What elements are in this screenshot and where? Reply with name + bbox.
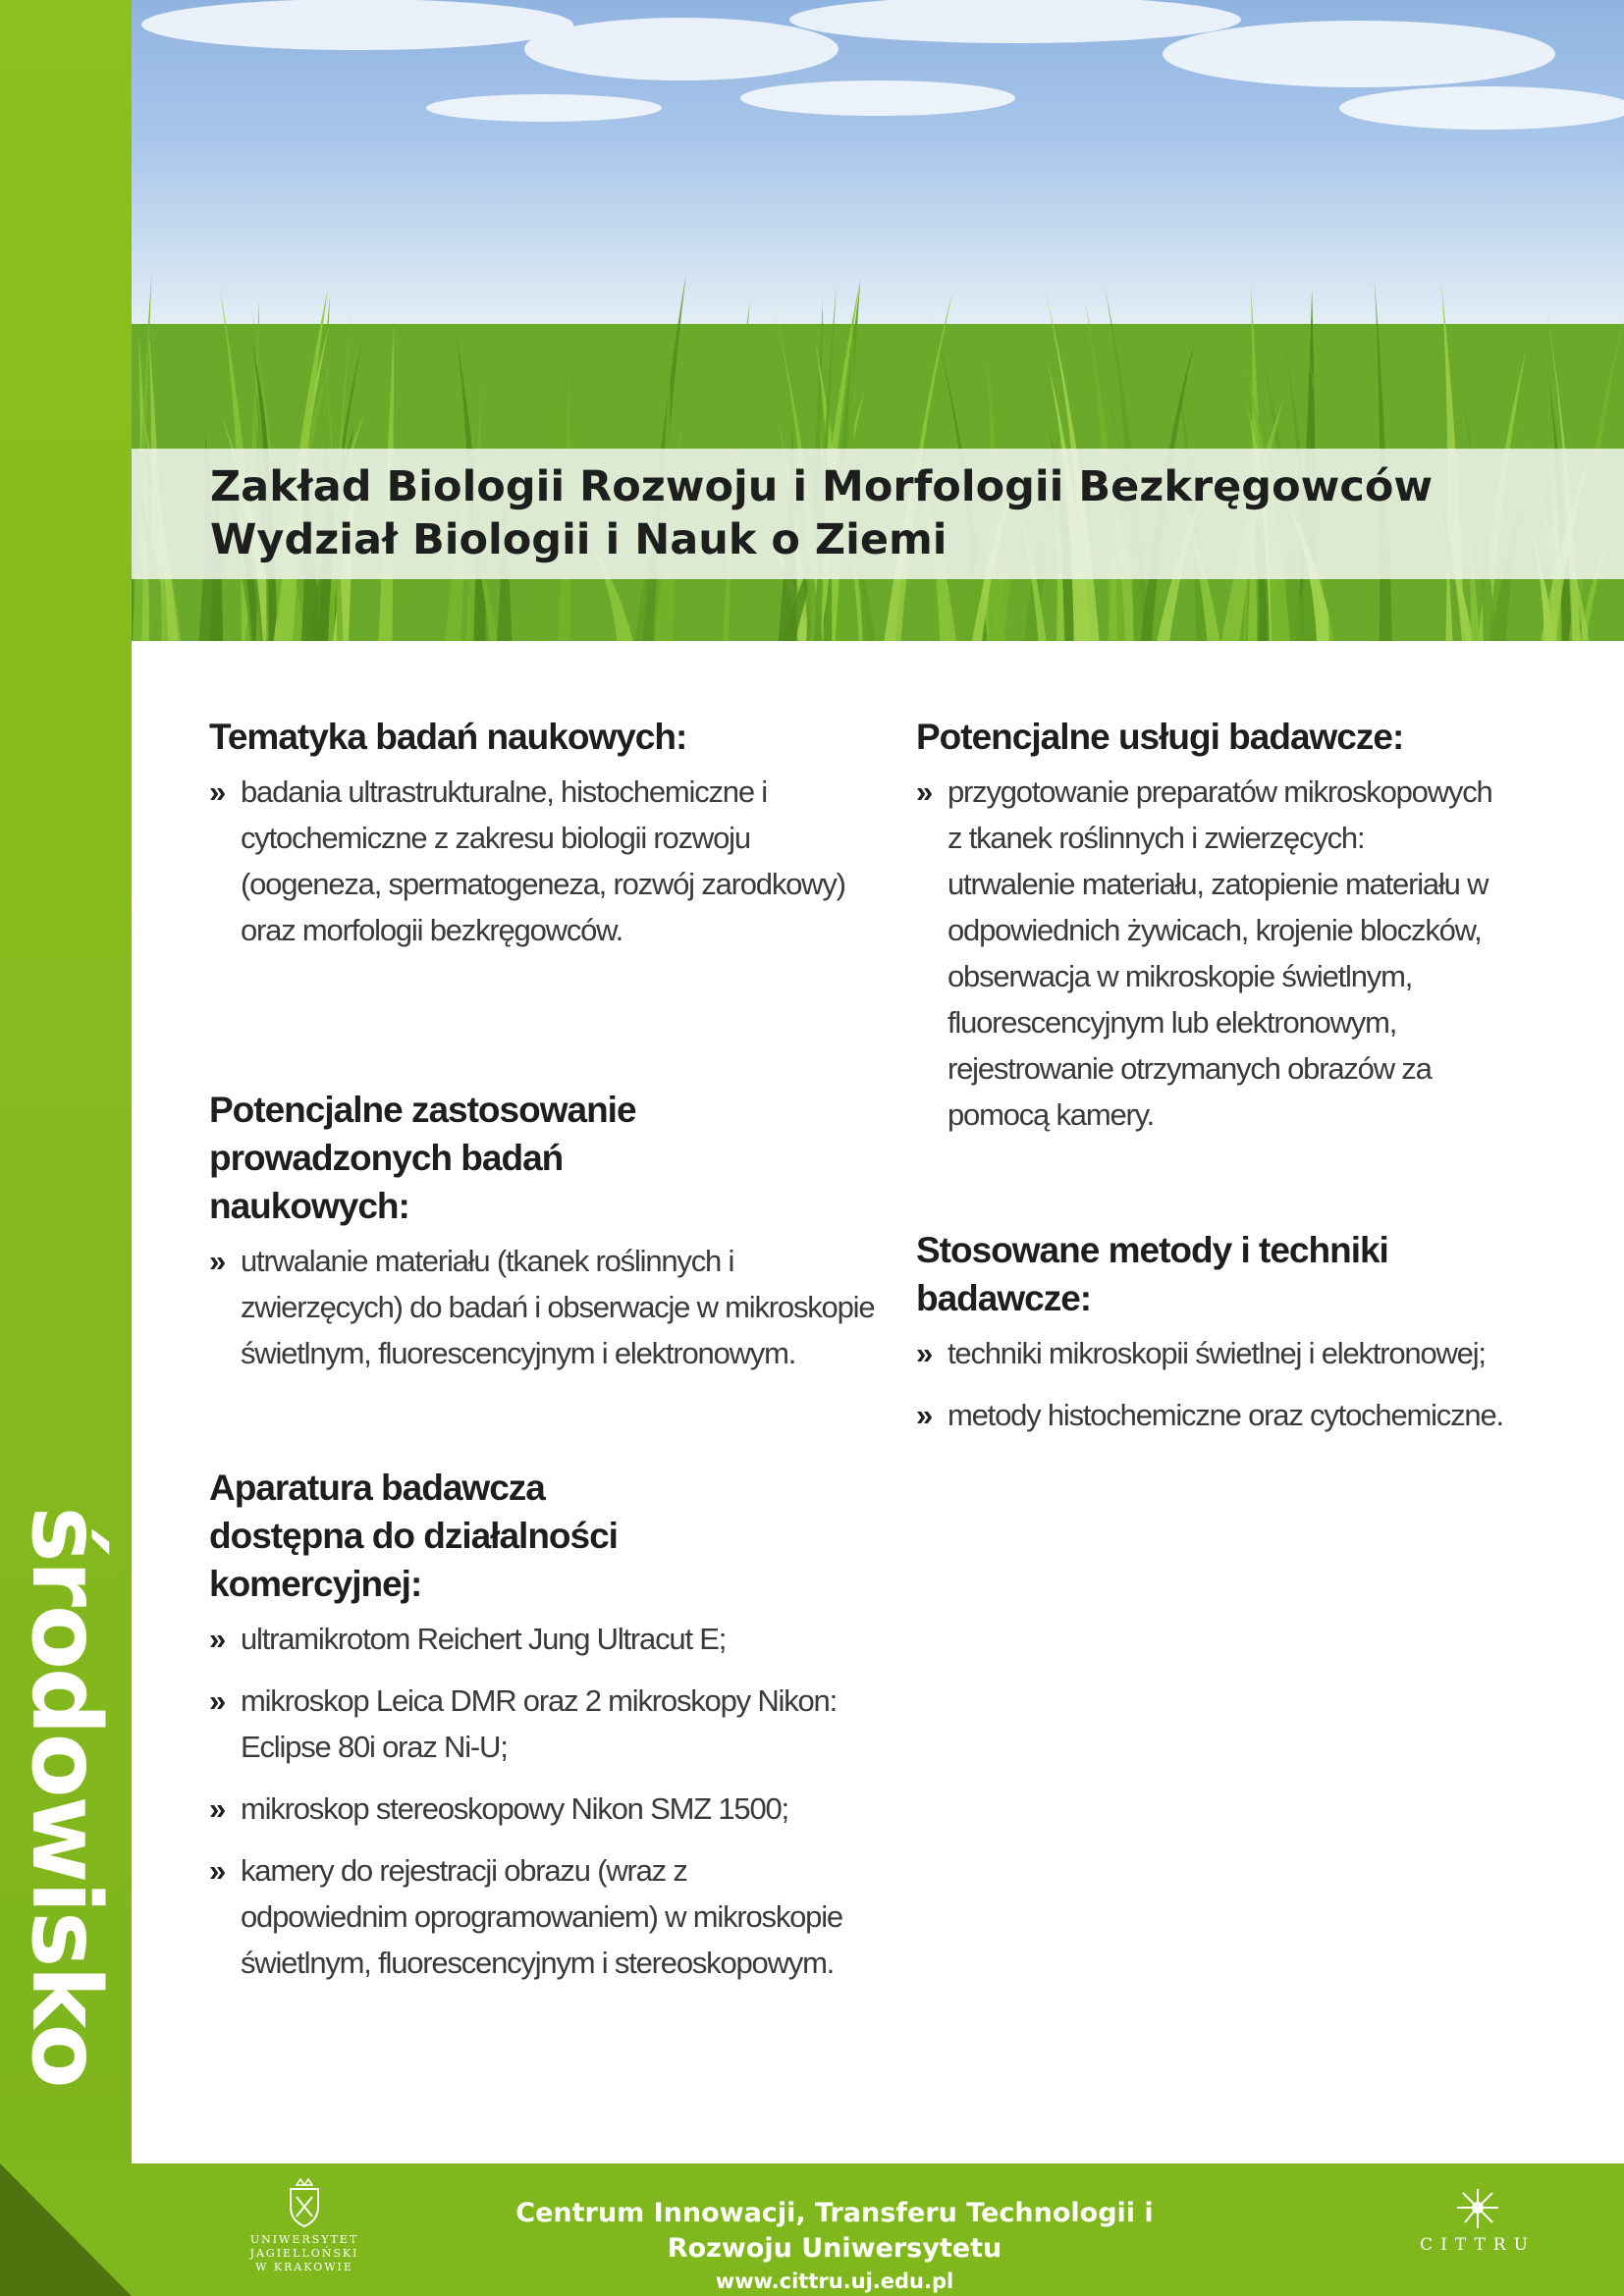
title-banner — [132, 449, 1624, 579]
list-item-text: utrwalanie materiału (tkanek roślinnych i zwierzęcych) do badań i obserwacje w mikroskopie świetlnym, fluorescencyjnym i elektronowym. — [241, 1244, 875, 1370]
bullet-list — [209, 1616, 847, 1986]
list-item-text: metody histochemiczne oraz cytochemiczne. — [947, 1398, 1503, 1432]
uj-name-line2: W KRAKOWIE — [255, 2261, 353, 2273]
bullet-marker: » — [209, 1683, 226, 1718]
bullet-list — [916, 769, 1495, 1138]
bullet-marker: » — [209, 1244, 226, 1278]
list-item-text: techniki mikroskopii świetlnej i elektronowej; — [947, 1336, 1486, 1370]
bullet-list — [209, 769, 896, 953]
bullet-marker: » — [209, 774, 226, 809]
section-applications — [209, 1086, 877, 1392]
corner-triangle — [0, 2163, 132, 2296]
uj-logo — [206, 2177, 403, 2274]
section-services — [916, 713, 1495, 1153]
footer-url-link[interactable]: www.cittru.uj.edu.pl — [715, 2269, 954, 2293]
bullet-marker: » — [916, 774, 933, 809]
sky-clouds — [141, 0, 1624, 130]
list-item — [916, 1330, 1544, 1376]
section-heading: Aparatura badawcza dostępna do działalności komercyjnej: — [209, 1468, 618, 1604]
section-research-topics — [209, 713, 896, 969]
cittru-logo — [1404, 2185, 1551, 2255]
list-item-text: mikroskop Leica DMR oraz 2 mikroskopy Nikon: Eclipse 80i oraz Ni-U; — [241, 1683, 838, 1764]
list-item — [209, 1786, 847, 1832]
cittru-wordmark: CITTRU — [1420, 2235, 1536, 2255]
section-heading: Potencjalne zastosowanie prowadzonych badań naukowych: — [209, 1090, 636, 1226]
list-item-text: badania ultrastrukturalne, histochemiczne i cytochemiczne z zakresu biologii rozwoju (oogeneza, spermatogeneza, rozwój zarodkowy) oraz morfologii bezkręgowców. — [241, 774, 845, 947]
bullet-marker: » — [916, 1336, 933, 1370]
bullet-marker: » — [209, 1791, 226, 1826]
faculty-title: Wydział Biologii i Nauk o Ziemi — [210, 515, 947, 564]
section-heading: Potencjalne usługi badawcze: — [916, 717, 1404, 757]
list-item — [916, 769, 1495, 1138]
bullet-marker: » — [209, 1622, 226, 1656]
list-item-text: mikroskop stereoskopowy Nikon SMZ 1500; — [241, 1791, 788, 1826]
list-item — [209, 769, 896, 953]
department-title: Zakład Biologii Rozwoju i Morfologii Bezkręgowców — [210, 462, 1434, 511]
list-item — [209, 1616, 847, 1662]
section-heading: Stosowane metody i techniki badawcze: — [916, 1230, 1388, 1318]
section-heading: Tematyka badań naukowych: — [209, 717, 687, 757]
side-band — [0, 0, 132, 2163]
list-item — [209, 1678, 847, 1770]
footer-center-name: Centrum Innowacji, Transferu Technologii i Rozwoju Uniwersytetu — [515, 2198, 1154, 2264]
bullet-list — [916, 1330, 1544, 1438]
list-item — [209, 1847, 847, 1986]
list-item — [209, 1238, 877, 1376]
side-label: środowisko — [11, 1506, 121, 2087]
list-item-text: przygotowanie preparatów mikroskopowych z tkanek roślinnych i zwierzęcych: utrwalenie materiału, zatopienie materiału w odpowiednich żywicach, krojenie bloczków, obserwacja w mikroskopie świetlnym, fluorescencyjnym lub elektronowym, rejestrowanie otrzymanych obrazów za pomocą kamery. — [947, 774, 1492, 1132]
uj-crest-icon — [285, 2177, 324, 2228]
list-item-text: kamery do rejestracji obrazu (wraz z odpowiednim oprogramowaniem) w mikroskopie świetlnym, fluorescencyjnym i stereoskopowym. — [241, 1853, 842, 1980]
section-methods — [916, 1226, 1544, 1454]
footer-center — [491, 2196, 1178, 2296]
list-item — [916, 1392, 1544, 1438]
list-item-text: ultramikrotom Reichert Jung Ultracut E; — [241, 1622, 727, 1656]
bullet-marker: » — [916, 1398, 933, 1432]
cittru-neuron-icon — [1453, 2185, 1502, 2230]
uj-name-line1: UNIWERSYTET JAGIELLOŃSKI — [249, 2233, 359, 2260]
bullet-list — [209, 1238, 877, 1376]
section-equipment — [209, 1464, 847, 2002]
bullet-marker: » — [209, 1853, 226, 1888]
